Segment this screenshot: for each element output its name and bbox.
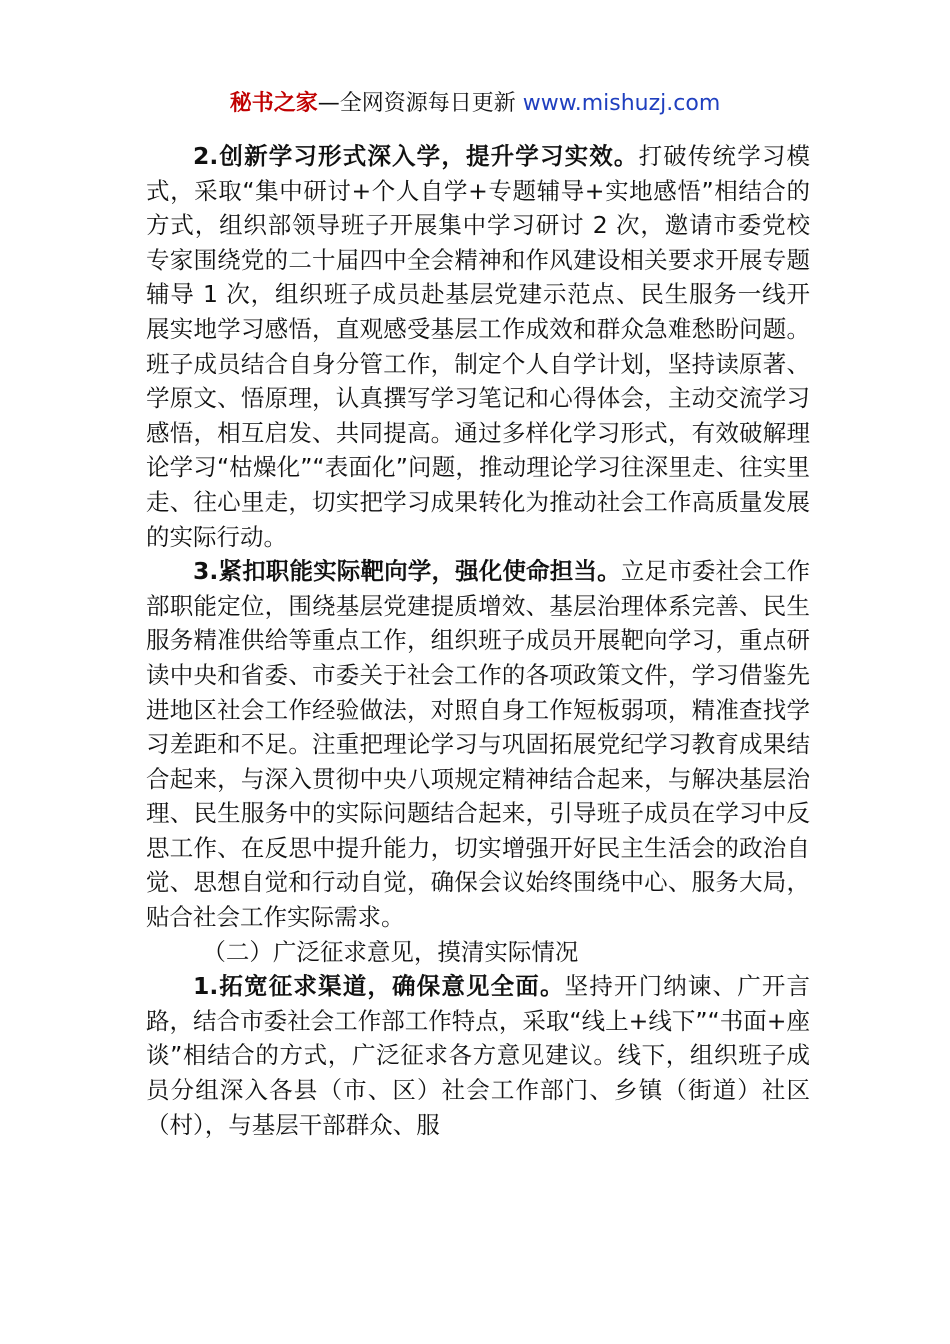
site-header	[0, 88, 950, 120]
paragraph-learning-forms	[146, 139, 810, 554]
header-tagline: 全网资源每日更新	[339, 91, 516, 116]
paragraph-text: 坚持开门纳谏、广开言路，结合市委社会工作部工作特点，采取“线上+线下”“书面+座谈”相结合的方式，广泛征求各方意见建议。线下，组织班子成员分组深入各县（市、区）社会工作部门、乡镇（街道）社区（村），与基层干部群众、服	[146, 972, 811, 1139]
paragraph-text: 立足市委社会工作部职能定位，围绕基层党建提质增效、基层治理体系完善、民生服务精准供给等重点工作，组织班子成员开展靶向学习，重点研读中央和省委、市委关于社会工作的各项政策文件，学习借鉴先进地区社会工作经验做法，对照自身工作短板弱项，精准查找学习差距和不足。注重把理论学习与巩固拓展党纪学习教育成果结合起来，与深入贯彻中央八项规定精神结合起来，与解决基层治理、民生服务中的实际问题结合起来，引导班子成员在学习中反思工作、在反思中提升能力，切实增强开好民主生活会的政治自觉、思想自觉和行动自觉，确保会议始终围绕中心、服务大局，贴合社会工作实际需求。	[146, 557, 811, 932]
header-separator: —	[317, 91, 340, 116]
site-brand: 秘书之家	[229, 91, 318, 116]
paragraph-targeted-learning	[146, 554, 810, 935]
document-body	[146, 139, 810, 1142]
paragraph-text: 打破传统学习模式，采取“集中研讨+个人自学+专题辅导+实地感悟”相结合的方式，组织部领导班子开展集中学习研讨 2 次，邀请市委党校专家围绕党的二十届四中全会精神和作风建设相关要求开展专题辅导 1 次，组织班子成员赴基层党建示范点、民生服务一线开展实地学习感悟，直观感受基层工作成效和群众急难愁盼问题。班子成员结合自身分管工作，制定个人自学计划，坚持读原著、学原文、悟原理，认真撰写学习笔记和心得体会，主动交流学习感悟，相互启发、共同提高。通过多样化学习形式，有效破解理论学习“枯燥化”“表面化”问题，推动理论学习往深里走、往实里走、往心里走，切实把学习成果转化为推动社会工作高质量发展的实际行动。	[146, 142, 811, 551]
site-url-link[interactable]: www.mishuzj.com	[522, 91, 721, 116]
paragraph-heading: 1.拓宽征求渠道，确保意见全面。	[193, 972, 565, 1001]
paragraph-heading: 2.创新学习形式深入学，提升学习实效。	[193, 142, 639, 170]
paragraph-feedback-channels	[146, 969, 810, 1142]
paragraph-heading: 3.紧扣职能实际靶向学，强化使命担当。	[193, 557, 621, 586]
section-subheading: （二）广泛征求意见，摸清实际情况	[202, 937, 579, 966]
